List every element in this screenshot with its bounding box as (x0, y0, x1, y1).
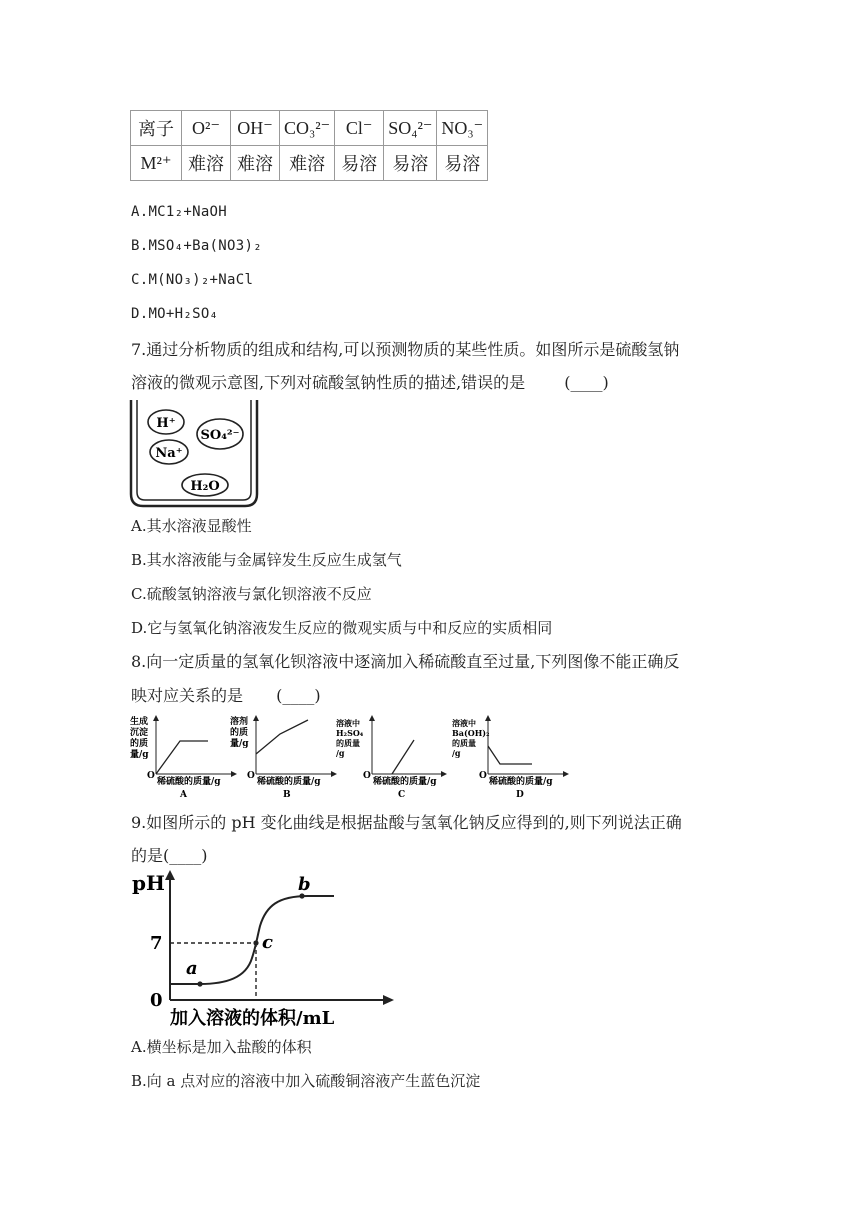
q9-option-a: A.横坐标是加入盐酸的体积 (131, 1038, 312, 1056)
na-ion-label: Na⁺ (155, 446, 183, 461)
table-cell: Cl⁻ (335, 111, 384, 146)
graph-c-ylabel-4: /g (336, 748, 345, 758)
beaker-diagram (128, 398, 260, 510)
q8-answer-blank[interactable]: (____) (276, 686, 321, 705)
table-cell: 易溶 (384, 146, 437, 181)
graph-d-origin: O (479, 771, 487, 781)
q6-option-c: C.M(NO₃)₂+NaCl (131, 272, 254, 288)
table-cell: NO₃⁻ (437, 111, 488, 146)
graph-c (336, 715, 447, 800)
graph-c-origin: O (363, 771, 371, 781)
graph-b-xlabel: 稀硫酸的质量/g (257, 777, 321, 787)
graph-d-ylabel-4: /g (452, 748, 461, 758)
q6-option-b: B.MSO₄+Ba(NO3)₂ (131, 238, 262, 254)
graph-b (230, 715, 337, 800)
graph-a-ylabel-3: 的质 (130, 739, 149, 749)
ph-curve-chart (128, 866, 408, 1030)
graph-b-letter: B (283, 790, 291, 800)
table-cell: M²⁺ (131, 146, 182, 181)
table-row (131, 146, 488, 181)
q6-option-a: A.MC1₂+NaOH (131, 204, 228, 220)
graph-c-curve (392, 740, 414, 774)
tick-7-label: 7 (150, 933, 163, 954)
graph-b-origin: O (247, 771, 255, 781)
q7-option-d: D.它与氢氧化钠溶液发生反应的微观实质与中和反应的实质相同 (131, 619, 553, 637)
point-a (197, 981, 202, 986)
q8-stem-text: 映对应关系的是 (131, 686, 244, 705)
point-c (253, 940, 258, 945)
graph-a-curve (156, 741, 208, 774)
q7-option-b: B.其水溶液能与金属锌发生反应生成氢气 (131, 551, 402, 569)
q9-option-b: B.向 a 点对应的溶液中加入硫酸铜溶液产生蓝色沉淀 (131, 1072, 481, 1090)
table-cell: 难溶 (280, 146, 335, 181)
graph-a-ylabel-4: 量/g (130, 750, 149, 760)
table-cell: O²⁻ (182, 111, 231, 146)
q7-option-a: A.其水溶液显酸性 (131, 517, 252, 535)
q7-stem-line2 (131, 373, 609, 393)
graph-c-letter: C (398, 790, 406, 800)
graph-d-ylabel-1: 溶液中 (452, 718, 476, 728)
graph-b-curve (256, 720, 308, 754)
q9-stem-line2 (131, 846, 208, 866)
so4-ion-label: SO₄²⁻ (200, 428, 240, 443)
graph-a (130, 715, 237, 800)
table-cell: 易溶 (437, 146, 488, 181)
graph-c-xlabel: 稀硫酸的质量/g (373, 777, 437, 787)
q9-stem-text: 的是 (131, 846, 164, 865)
ph-axis-label: pH (132, 871, 165, 895)
q8-stem-line2 (131, 686, 321, 706)
graph-d-ylabel-3: 的质量 (452, 738, 476, 748)
table-cell: SO₄²⁻ (384, 111, 437, 146)
h2o-label: H₂O (190, 479, 220, 494)
graph-a-letter: A (180, 790, 187, 800)
graph-b-ylabel-2: 的质 (230, 728, 249, 738)
origin-label: 0 (150, 990, 163, 1011)
graph-a-ylabel-2: 沉淀 (130, 728, 149, 738)
q9-stem-line1: 9.如图所示的 pH 变化曲线是根据盐酸与氢氧化钠反应得到的,则下列说法正确 (131, 813, 682, 832)
table-cell: 难溶 (231, 146, 280, 181)
graph-a-ylabel-1: 生成 (130, 717, 149, 727)
graph-c-ylabel-2: H₂SO₄ (336, 728, 364, 738)
point-c-label: c (262, 932, 273, 953)
graph-b-ylabel-3: 量/g (230, 739, 249, 749)
graph-b-ylabel-1: 溶剂 (230, 717, 249, 727)
table-cell: 难溶 (182, 146, 231, 181)
graph-c-ylabel-1: 溶液中 (336, 718, 360, 728)
table-cell: CO₃²⁻ (280, 111, 335, 146)
q7-stem-line1: 7.通过分析物质的组成和结构,可以预测物质的某些性质。如图所示是硫酸氢钠 (131, 340, 680, 359)
q7-stem-text: 溶液的微观示意图,下列对硫酸氢钠性质的描述,错误的是 (131, 373, 526, 392)
q7-option-c: C.硫酸氢钠溶液与氯化钡溶液不反应 (131, 585, 372, 603)
graph-d-letter: D (516, 790, 524, 800)
graph-d-curve (488, 746, 532, 764)
graph-a-xlabel: 稀硫酸的质量/g (157, 777, 221, 787)
q6-option-d: D.MO+H₂SO₄ (131, 306, 219, 322)
table-cell: 离子 (131, 111, 182, 146)
graph-d-xlabel: 稀硫酸的质量/g (489, 777, 553, 787)
h-ion-label: H⁺ (156, 416, 176, 431)
graph-c-ylabel-3: 的质量 (336, 738, 360, 748)
table-cell: 易溶 (335, 146, 384, 181)
q7-answer-blank[interactable]: (____) (564, 373, 609, 392)
table-header-row (131, 111, 488, 146)
q9-answer-blank[interactable]: (____) (163, 846, 208, 865)
q8-stem-line1: 8.向一定质量的氢氧化钡溶液中逐滴加入稀硫酸直至过量,下列图像不能正确反 (131, 652, 680, 671)
point-a-label: a (186, 958, 198, 979)
point-b-label: b (298, 874, 311, 895)
graph-d-ylabel-2: Ba(OH)₂ (452, 728, 490, 738)
graph-a-origin: O (147, 771, 155, 781)
solubility-table (130, 110, 488, 181)
table-cell: OH⁻ (231, 111, 280, 146)
x-axis-label: 加入溶液的体积/mL (170, 1008, 335, 1029)
q8-graphs (128, 714, 576, 800)
graph-d (452, 715, 569, 800)
